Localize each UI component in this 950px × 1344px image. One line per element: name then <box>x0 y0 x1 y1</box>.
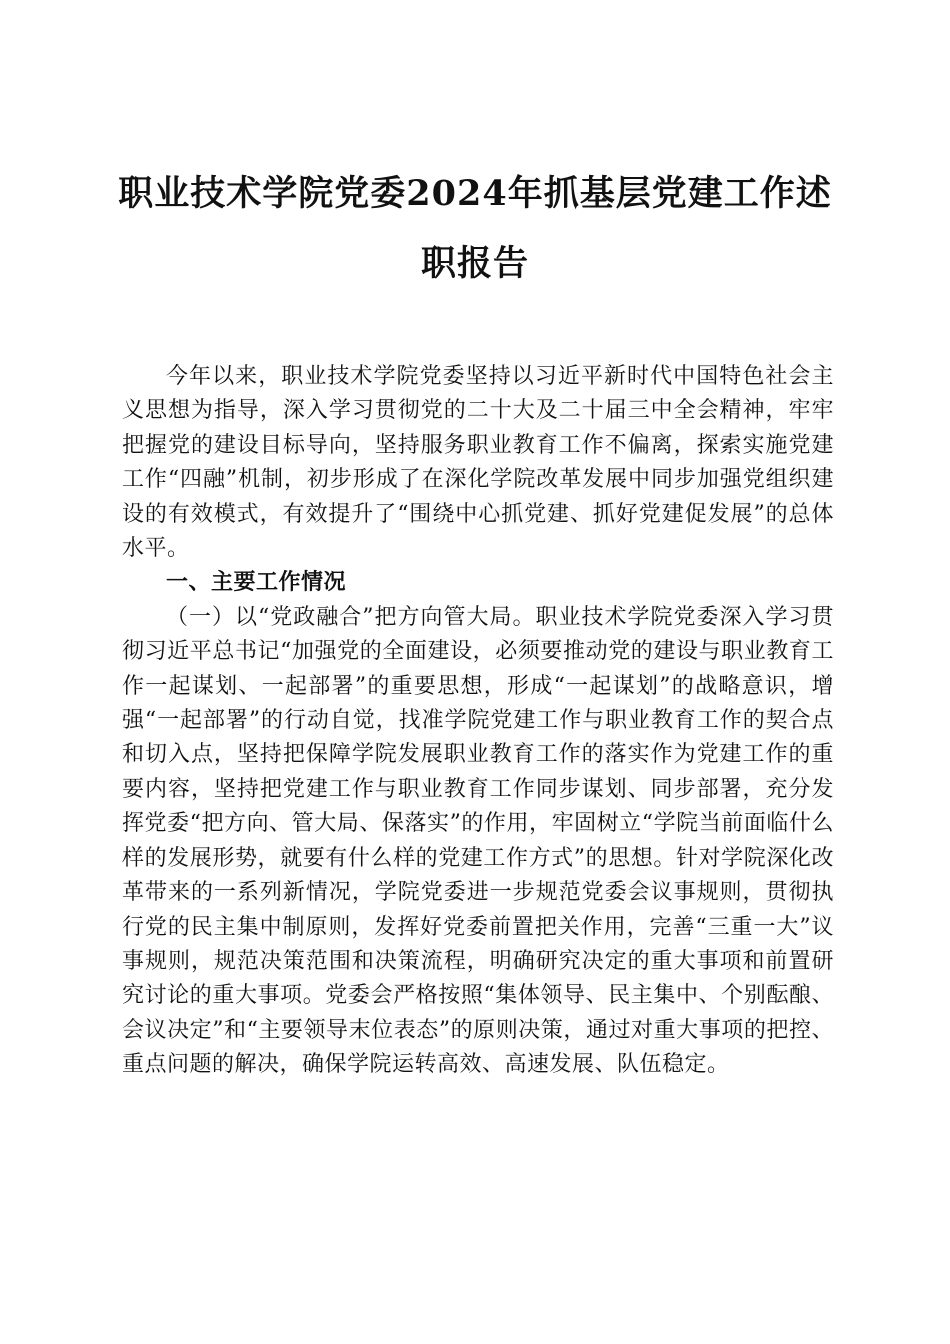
intro-paragraph: 今年以来，职业技术学院党委坚持以习近平新时代中国特色社会主义思想为指导，深入学习贯彻党的二十大及二十届三中全会精神，牢牢把握党的建设目标导向，坚持服务职业教育工作不偏离，探索实施党建工作“四融”机制，初步形成了在深化学院改革发展中同步加强党组织建设的有效模式，有效提升了“围绕中心抓党建、抓好党建促发展”的总体水平。 <box>122 364 834 562</box>
document-title-line2: 职报告 <box>420 243 529 284</box>
section1-paragraph1: （一）以“党政融合”把方向管大局。职业技术学院党委深入学习贯彻习近平总书记“加强党的全面建设，必须要推动党的建设与职业教育工作一起谋划、一起部署”的重要思想，形成“一起谋划”的战略意识，增强“一起部署”的行动自觉，找准学院党建工作与职业教育工作的契合点和切入点，坚持把保障学院发展职业教育工作的落实作为党建工作的重要内容，坚持把党建工作与职业教育工作同步谋划、同步部署，充分发挥党委“把方向、管大局、保落实”的作用，牢固树立“学院当前面临什么样的发展形势，就要有什么样的党建工作方式”的思想。针对学院深化改革带来的一系列新情况，学院党委进一步规范党委会议事规则，贯彻执行党的民主集中制原则，发挥好党委前置把关作用，完善“三重一大”议事规则，规范决策范围和决策流程，明确研究决定的重大事项和前置研究讨论的重大事项。党委会严格按照“集体领导、民主集中、个别酝酿、会议决定”和“主要领导末位表态”的原则决策，通过对重大事项的把控、重点问题的解决，确保学院运转高效、高速发展、队伍稳定。 <box>122 604 834 1078</box>
document-body <box>122 360 834 1083</box>
section1-heading: 一、主要工作情况 <box>166 570 347 596</box>
document-title-line1: 职业技术学院党委2024年抓基层党建工作述 <box>118 173 832 214</box>
